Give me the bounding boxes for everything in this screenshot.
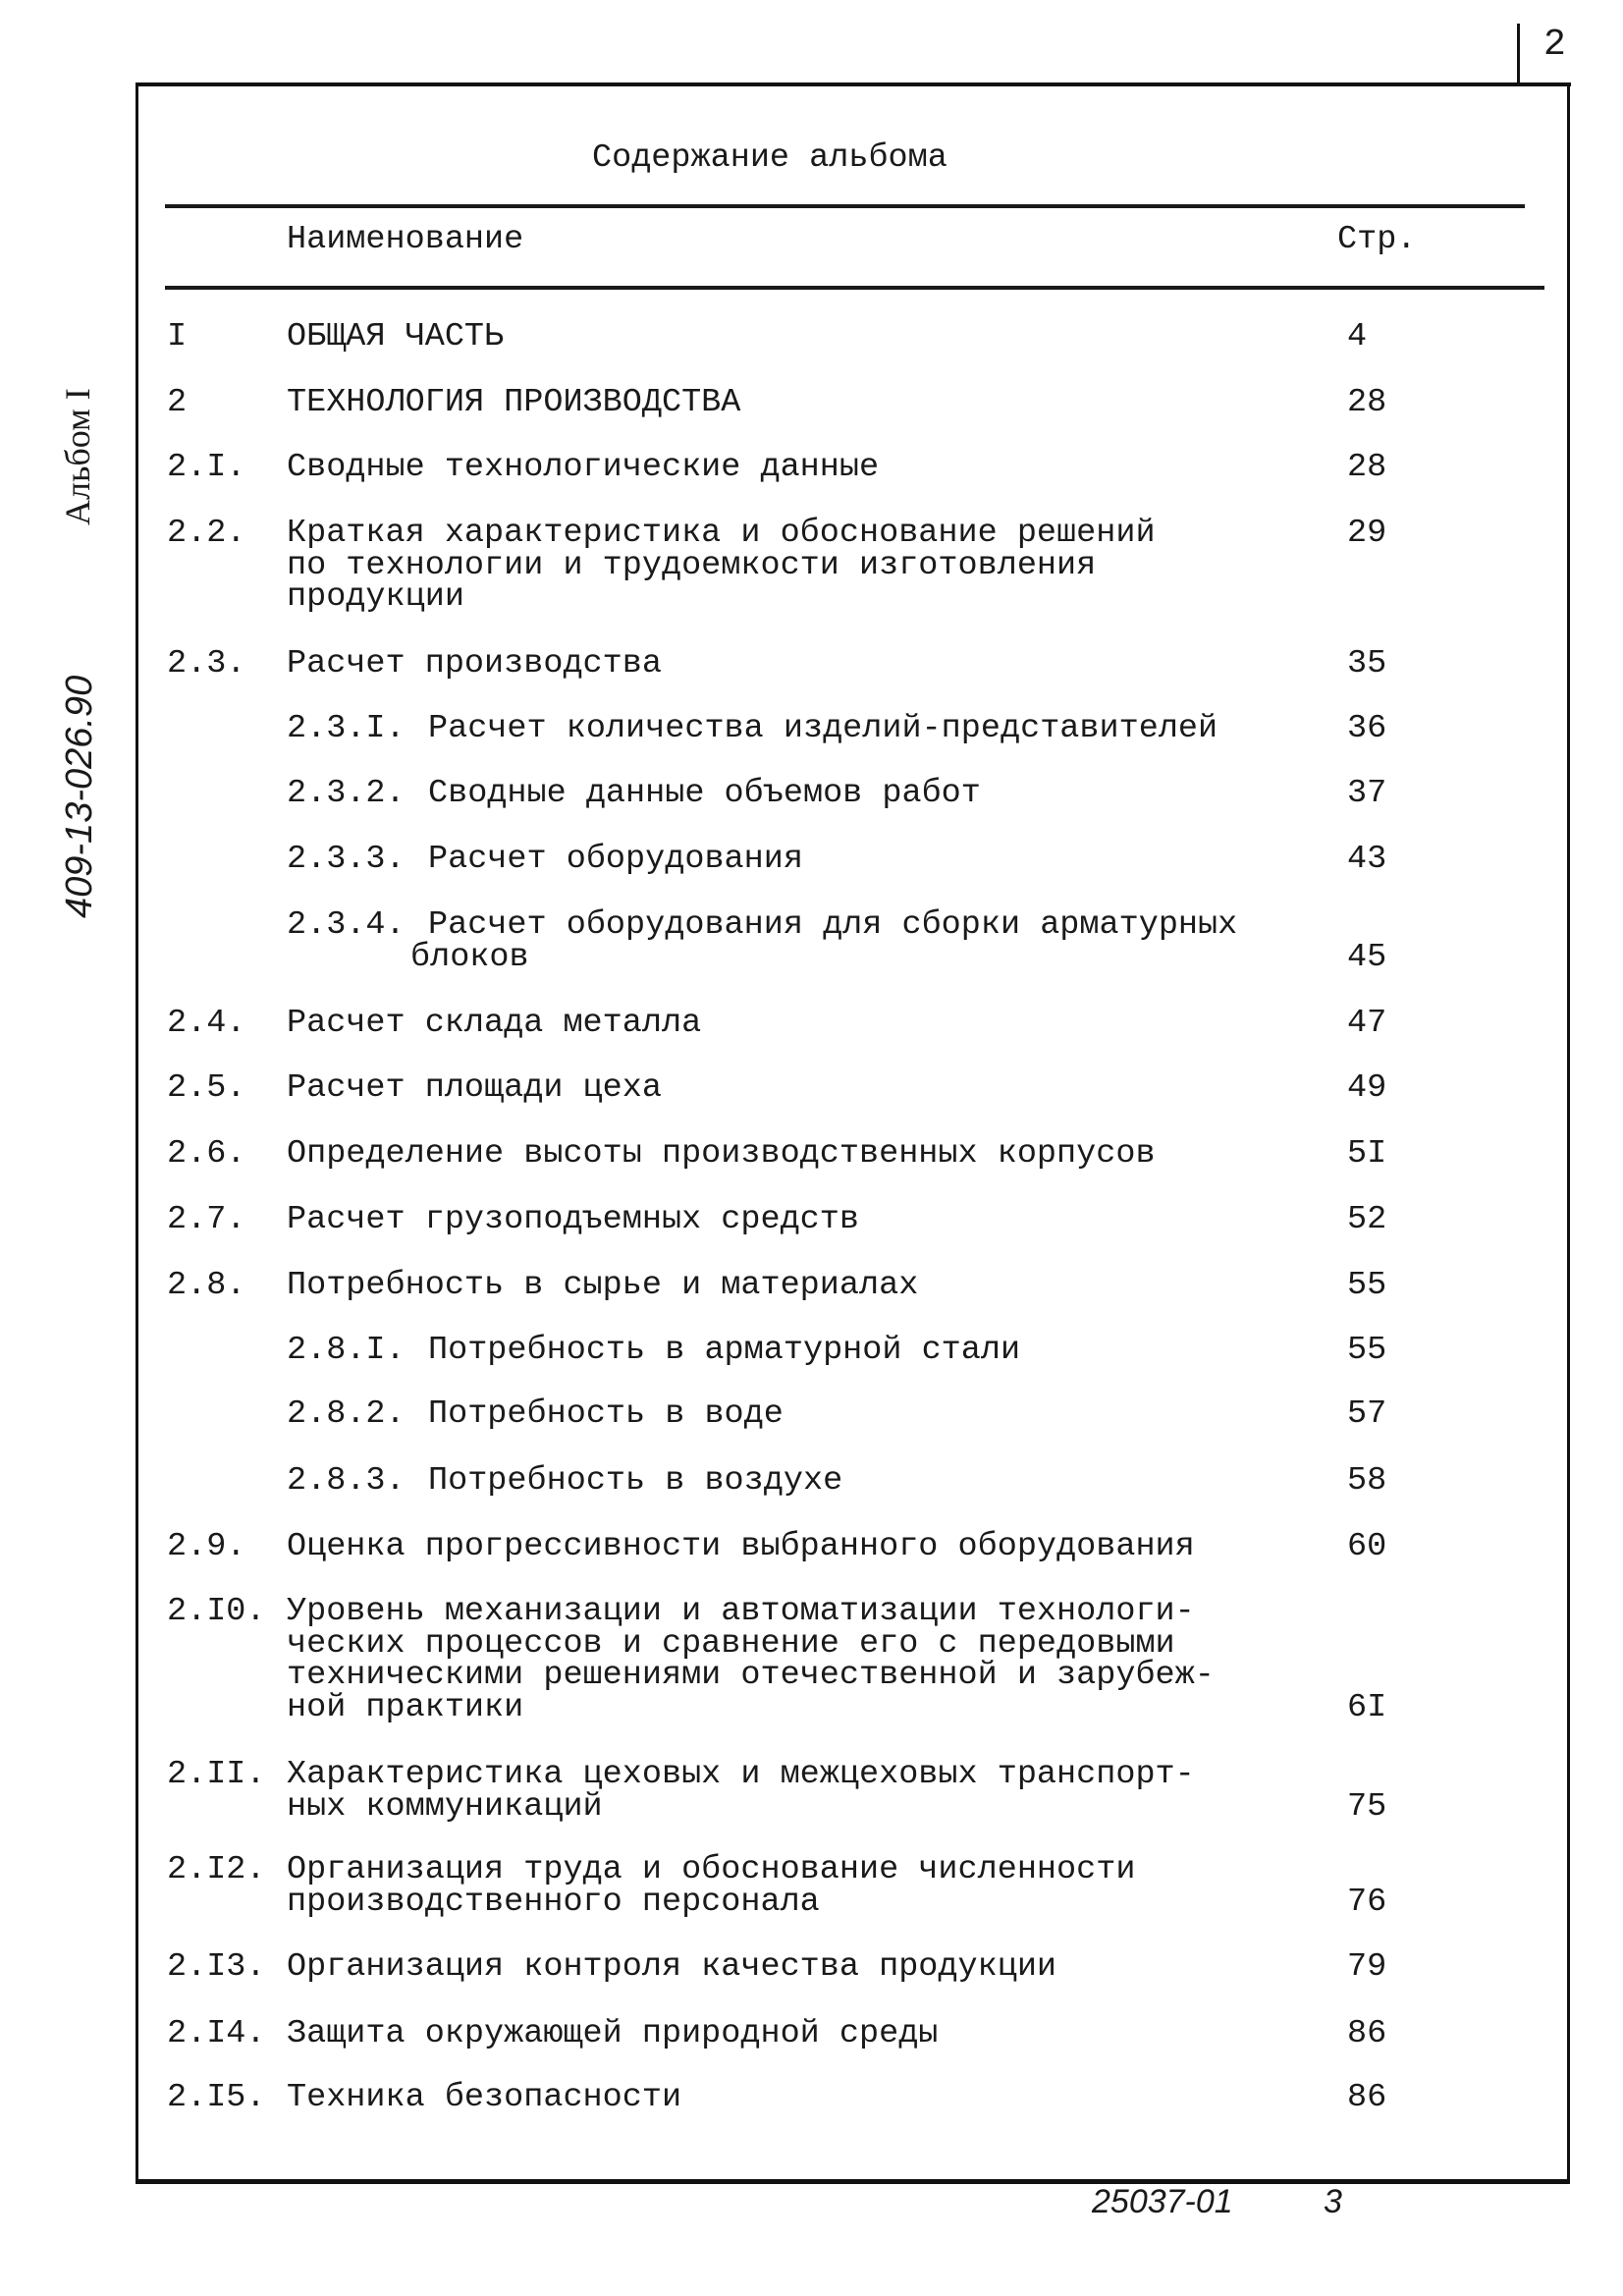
toc-entry-number: 2.I3.	[167, 1948, 266, 1986]
toc-entry-number: 2.I4.	[167, 2015, 266, 2052]
toc-entry-page: 55	[1347, 1332, 1387, 1369]
toc-entry-number: 2.I5.	[167, 2079, 266, 2116]
toc-entry-number: 2.I2.	[167, 1851, 266, 1888]
toc-entry-title-line: Организация контроля качества продукции	[287, 1948, 1057, 1986]
toc-entry-page: 58	[1347, 1462, 1387, 1500]
toc-entry-page: 28	[1347, 384, 1387, 421]
header-top-rule	[165, 204, 1525, 208]
toc-entry-number: 2.3.3.	[287, 841, 406, 878]
toc-entry-title-line: Потребность в воде	[428, 1395, 784, 1433]
toc-entry-title-line: Потребность в сырье и материалах	[287, 1267, 919, 1304]
toc-entry-number: 2.8.3.	[287, 1462, 406, 1500]
toc-entry-page: 37	[1347, 775, 1387, 812]
toc-entry-page: 55	[1347, 1267, 1387, 1304]
toc-entry-number: 2.3.	[167, 645, 246, 683]
toc-entry-page: 76	[1347, 1883, 1387, 1921]
toc-entry-page: 45	[1347, 938, 1387, 976]
toc-entry-page: 57	[1347, 1395, 1387, 1433]
toc-entry-title-line: по технологии и трудоемкости изготовления	[287, 546, 1097, 584]
toc-entry-page: 75	[1347, 1787, 1387, 1826]
side-label-doc-code: 409-13-026.90	[59, 675, 100, 918]
toc-entry-page: 35	[1347, 645, 1387, 683]
footer-sheet-number: 3	[1324, 2183, 1342, 2220]
column-header-name: Наименование	[287, 221, 524, 258]
toc-entry-number: 2.8.	[167, 1267, 246, 1304]
toc-entry-title-line: ной практики	[287, 1688, 524, 1726]
toc-entry-title-line: Определение высоты производственных корпусов	[287, 1135, 1156, 1173]
toc-entry-title-line: Расчет грузоподъемных средств	[287, 1201, 859, 1238]
toc-entry-number: 2.II.	[167, 1756, 266, 1793]
toc-entry-page: 52	[1347, 1201, 1387, 1238]
toc-entry-title-line: ОБЩАЯ ЧАСТЬ	[287, 318, 505, 355]
frame-right-border	[1567, 82, 1570, 2182]
toc-entry-number: 2.5.	[167, 1069, 246, 1107]
toc-entry-title-line: Организация труда и обоснование численности	[287, 1851, 1136, 1888]
toc-entry-title-line: Сводные данные объемов работ	[428, 775, 981, 812]
toc-entry-title-line: Расчет производства	[287, 645, 662, 683]
toc-entry-number: 2.6.	[167, 1135, 246, 1173]
toc-entry-number: 2.8.I.	[287, 1332, 406, 1369]
toc-entry-number: 2.I.	[167, 449, 246, 486]
frame-top-border	[135, 82, 1571, 86]
frame-bottom-border	[135, 2179, 1570, 2184]
toc-entry-title-line: Потребность в воздухе	[428, 1462, 843, 1500]
toc-entry-title-line: Техника безопасности	[287, 2079, 682, 2116]
corner-tick-line	[1517, 24, 1520, 84]
side-label-album: Альбом I	[58, 388, 97, 525]
toc-entry-number: 2.3.I.	[287, 710, 406, 747]
toc-entry-page: 5I	[1347, 1135, 1387, 1173]
toc-entry-title-line: ных коммуникаций	[287, 1787, 603, 1826]
toc-entry-number: 2.I0.	[167, 1593, 266, 1630]
toc-entry-page: 86	[1347, 2015, 1387, 2052]
toc-entry-title-line: Расчет склада металла	[287, 1005, 702, 1042]
column-header-page: Стр.	[1337, 221, 1417, 258]
toc-entry-title-line: ТЕХНОЛОГИЯ ПРОИЗВОДСТВА	[287, 384, 741, 421]
toc-entry-page: 4	[1347, 318, 1368, 355]
toc-entry-page: 79	[1347, 1948, 1387, 1986]
toc-entry-page: 60	[1347, 1528, 1387, 1565]
toc-entry-title-line: ческих процессов и сравнение его с передовыми	[287, 1624, 1175, 1663]
toc-entry-number: 2.2.	[167, 515, 246, 552]
toc-entry-title-line: Защита окружающей природной среды	[287, 2015, 939, 2052]
toc-entry-page: 28	[1347, 449, 1387, 486]
toc-entry-title-line: Потребность в арматурной стали	[428, 1332, 1021, 1369]
toc-entry-title-line: Уровень механизации и автоматизации технологи-	[287, 1593, 1195, 1630]
toc-entry-number: 2.3.2.	[287, 775, 406, 812]
footer-order-code: 25037-01	[1092, 2183, 1233, 2220]
toc-entry-number: 2.7.	[167, 1201, 246, 1238]
toc-entry-number: 2.3.4.	[287, 906, 406, 944]
toc-entry-page: 6I	[1347, 1688, 1387, 1726]
toc-entry-title-line: Краткая характеристика и обоснование решений	[287, 515, 1156, 552]
toc-entry-title-line: Расчет оборудования для сборки арматурных	[428, 906, 1238, 944]
frame-left-border	[135, 82, 138, 2182]
toc-entry-page: 47	[1347, 1005, 1387, 1042]
toc-entry-number: 2.9.	[167, 1528, 246, 1565]
page-title: Содержание альбома	[592, 139, 947, 177]
toc-entry-page: 43	[1347, 841, 1387, 878]
toc-entry-number: 2.8.2.	[287, 1395, 406, 1433]
toc-entry-title-line: блоков	[410, 938, 529, 976]
toc-entry-page: 49	[1347, 1069, 1387, 1107]
toc-entry-number: 2.4.	[167, 1005, 246, 1042]
sheet-number: 2	[1543, 24, 1566, 66]
toc-entry-title-line: Оценка прогрессивности выбранного оборудования	[287, 1528, 1195, 1565]
toc-entry-title-line: техническими решениями отечественной и зарубеж-	[287, 1657, 1215, 1694]
toc-entry-title-line: Расчет оборудования	[428, 841, 803, 878]
toc-entry-title-line: Сводные технологические данные	[287, 449, 880, 486]
toc-entry-page: 29	[1347, 515, 1387, 552]
toc-entry-title-line: продукции	[287, 578, 464, 616]
header-bottom-rule	[165, 286, 1544, 290]
toc-entry-number: 2	[167, 384, 188, 421]
toc-entry-page: 36	[1347, 710, 1387, 747]
toc-entry-title-line: Расчет площади цеха	[287, 1069, 662, 1107]
toc-entry-title-line: Характеристика цеховых и межцеховых транспорт-	[287, 1756, 1195, 1793]
toc-entry-title-line: производственного персонала	[287, 1883, 820, 1921]
toc-entry-number: I	[167, 318, 188, 355]
toc-entry-title-line: Расчет количества изделий-представителей	[428, 710, 1218, 747]
toc-entry-page: 86	[1347, 2079, 1387, 2116]
